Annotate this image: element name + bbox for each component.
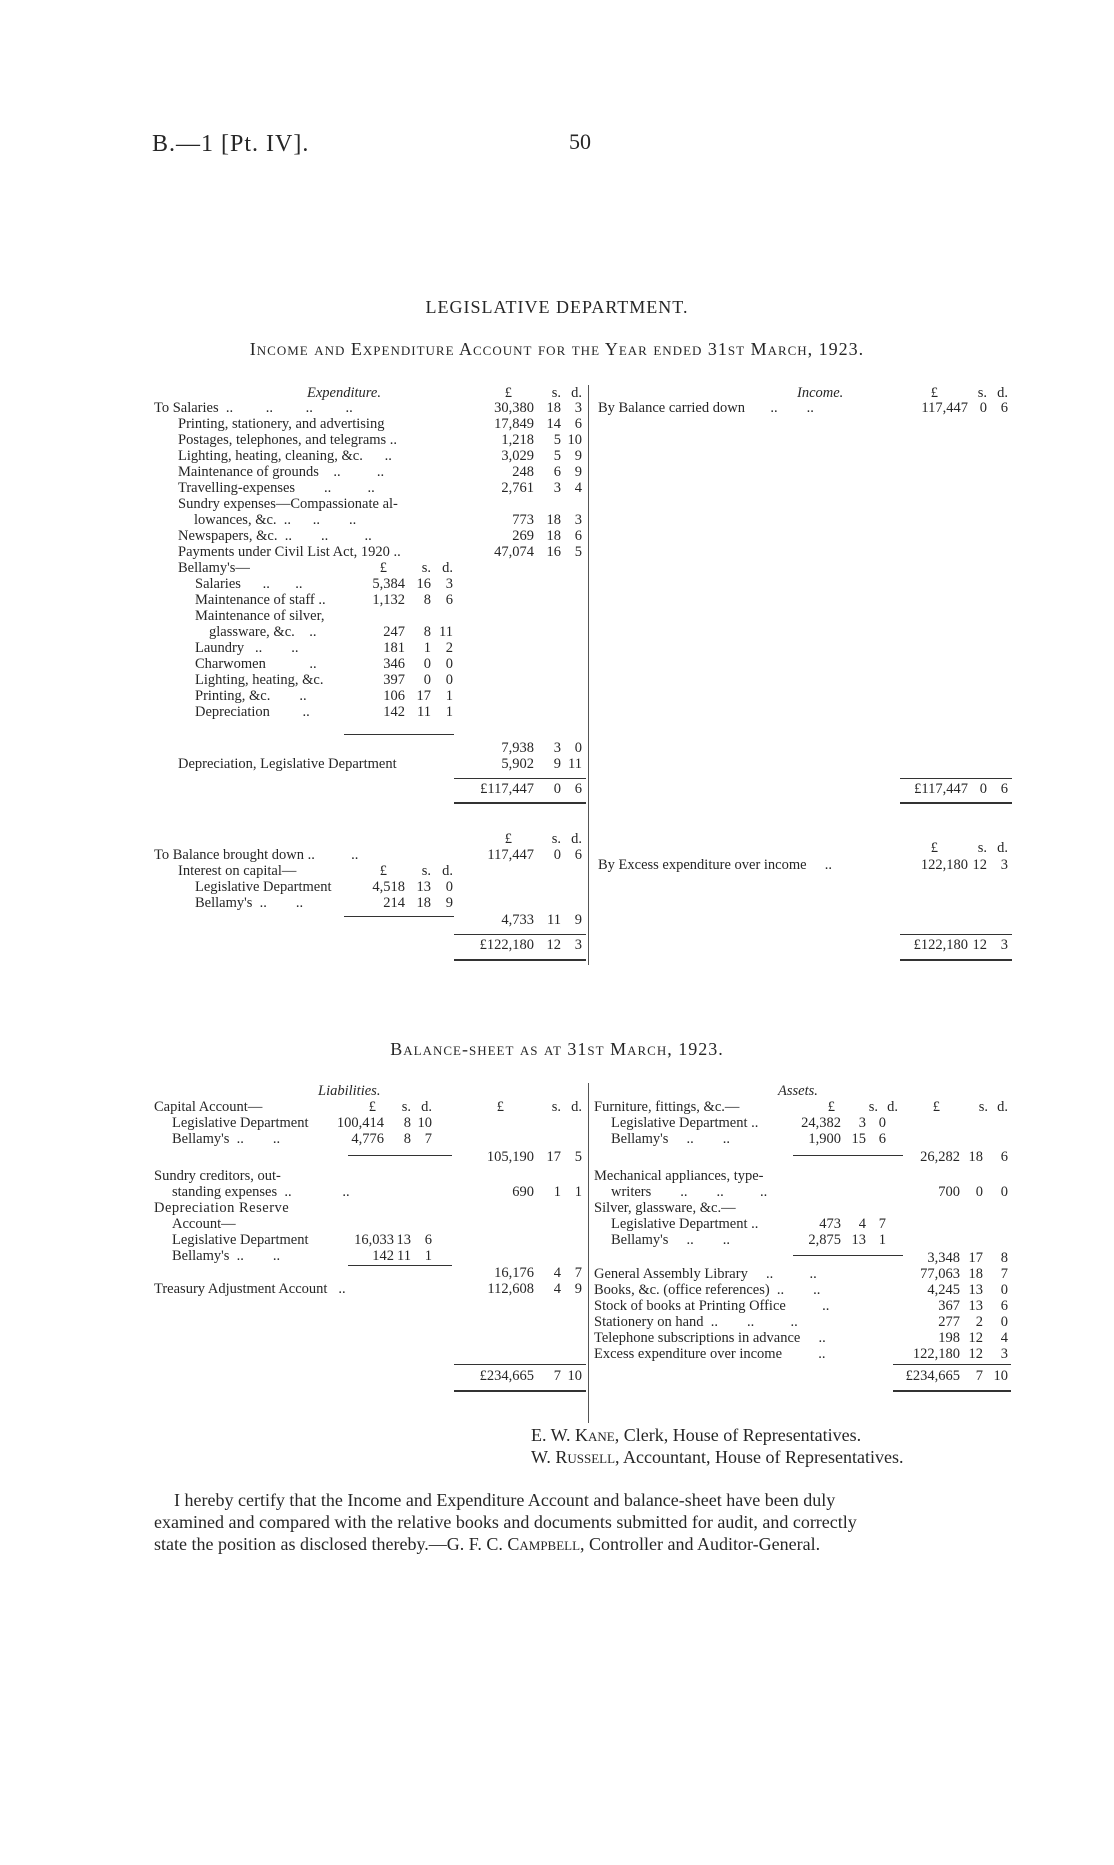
expenditure-item-label: Postages, telephones, and telegrams .. (178, 432, 398, 448)
excess-expenditure-label: By Excess expenditure over income .. (598, 857, 832, 873)
furniture-sub-d-head: d. (887, 1099, 898, 1115)
balance-brought-down-label: To Balance brought down .. .. (154, 847, 359, 863)
bellamy-item-pounds: 247 (383, 624, 405, 640)
capital-item-label: Legislative Department (172, 1115, 309, 1131)
mechanical-appliances-pounds: 700 (938, 1184, 960, 1200)
asset-item-pounds: 277 (938, 1314, 960, 1330)
bellamy-item-pounds: 346 (383, 656, 405, 672)
expenditure-item-pounds: 269 (512, 528, 534, 544)
furniture-total-pence: 6 (1000, 1149, 1008, 1165)
liabilities-total-shillings: 7 (553, 1368, 561, 1384)
depreciation-reserve-item-pounds: 142 (372, 1248, 394, 1264)
depreciation-pence: 11 (568, 756, 582, 772)
asset-item-pence: 0 (1000, 1282, 1008, 1298)
exp-pounds-head: £ (504, 385, 512, 401)
sec2-left-total-shillings: 12 (546, 937, 561, 953)
asset-total-bottom-rule (893, 1390, 1011, 1392)
bellamy-item-pence: 0 (445, 656, 453, 672)
expenditure-item-pounds: 2,761 (501, 480, 534, 496)
balance-brought-down-pounds: 117,447 (487, 847, 534, 863)
expenditure-item-pence: 3 (574, 400, 582, 416)
bellamy-item-shillings: 16 (416, 576, 431, 592)
bellamy-item-pence: 1 (445, 688, 453, 704)
interest-item-pounds: 4,518 (372, 879, 405, 895)
capital-item-pence: 7 (424, 1131, 432, 1147)
depreciation-reserve-item-label: Legislative Department (172, 1232, 309, 1248)
silver-item-pounds: 473 (819, 1216, 841, 1232)
bellamy-item-pence: 2 (445, 640, 453, 656)
asset-item-pence: 6 (1000, 1298, 1008, 1314)
furniture-sub-s-head: s. (868, 1099, 878, 1115)
capital-item-pounds: 4,776 (351, 1131, 384, 1147)
signature-clerk: E. W. Kane, Clerk, House of Representatives. (531, 1425, 862, 1445)
bellamy-total-pounds: 7,938 (501, 740, 534, 756)
liab-total-bottom-rule (454, 1390, 586, 1392)
balance-sheet-title: Balance-sheet as at 31st March, 1923. (390, 1039, 724, 1059)
asset-main-d-head: d. (997, 1099, 1008, 1115)
excess-expenditure-pounds: 122,180 (920, 857, 968, 873)
expenditure-item-label: To Salaries .. .. .. .. (154, 400, 353, 416)
bs-center-divider (588, 1083, 589, 1423)
interest-subtotal-rule (344, 916, 454, 917)
excess-expenditure-shillings: 12 (972, 857, 987, 873)
expenditure-item-pounds: 17,849 (494, 416, 534, 432)
asset-item-pounds: 122,180 (912, 1346, 960, 1362)
expenditure-item-pence: 9 (574, 464, 582, 480)
expenditure-item-pence: 9 (574, 448, 582, 464)
furniture-total-shillings: 18 (968, 1149, 983, 1165)
bellamy-item-pounds: 5,384 (372, 576, 405, 592)
ie-center-divider (588, 385, 589, 965)
expenditure-item-pounds: 248 (512, 464, 534, 480)
silver-total-pence: 8 (1000, 1250, 1008, 1266)
interest-item-shillings: 18 (416, 895, 431, 911)
inc-s-head: s. (977, 385, 987, 401)
income-item-pounds: 117,447 (921, 400, 968, 416)
expenditure-item-pence: 6 (574, 528, 582, 544)
depreciation-reserve-item-pence: 6 (424, 1232, 432, 1248)
asset-item-pounds: 198 (938, 1330, 960, 1346)
exp-d-head: d. (571, 385, 582, 401)
furniture-item-pounds: 1,900 (808, 1131, 841, 1147)
bellamy-item-label: Printing, &c. .. (195, 688, 307, 704)
interest-label: Interest on capital— (178, 863, 297, 879)
capital-item-label: Bellamy's .. .. (172, 1131, 281, 1147)
expenditure-item-shillings: 5 (553, 448, 561, 464)
interest-total-pence: 9 (574, 912, 582, 928)
silver-item-shillings: 4 (858, 1216, 866, 1232)
sundry-creditors-label-1: Sundry creditors, out- (154, 1168, 281, 1184)
capital-item-pence: 10 (417, 1115, 432, 1131)
bellamy-item-pounds: 397 (383, 672, 405, 688)
capital-item-pounds: 100,414 (336, 1115, 384, 1131)
sec2-right-total-pence: 3 (1000, 937, 1008, 953)
balance-brought-down-pence: 6 (574, 847, 582, 863)
capital-account-label: Capital Account— (154, 1099, 263, 1115)
expenditure-item-pence: 10 (567, 432, 582, 448)
asset-item-pence: 0 (1000, 1314, 1008, 1330)
asset-item-label: Telephone subscriptions in advance .. (594, 1330, 826, 1346)
expenditure-item-shillings: 6 (553, 464, 561, 480)
asset-item-pounds: 367 (938, 1298, 960, 1314)
liabilities-total-pence: 10 (567, 1368, 582, 1384)
expenditure-item-pence: 6 (574, 416, 582, 432)
expenditure-item-pounds: 30,380 (494, 400, 534, 416)
silver-item-pence: 1 (878, 1232, 886, 1248)
inc-pounds-head: £ (930, 385, 938, 401)
income-item-shillings: 0 (979, 400, 987, 416)
bellamy-item-shillings: 1 (423, 640, 431, 656)
depreciation-label: Depreciation, Legislative Department (178, 756, 397, 772)
depreciation-reserve-label-2: Account— (172, 1216, 236, 1232)
assets-total-shillings: 7 (975, 1368, 983, 1384)
treasury-adjustment-pounds: 112,608 (487, 1281, 534, 1297)
inc2-pounds-head: £ (930, 840, 938, 856)
mechanical-label-1: Mechanical appliances, type- (594, 1168, 764, 1184)
bellamy-item-label: Charwomen .. (195, 656, 317, 672)
expenditure-heading: Expenditure. (307, 385, 381, 401)
exp2-pounds-head: £ (504, 831, 512, 847)
sec2-left-total-bottom-rule (454, 959, 586, 961)
expenditure-item-label: Maintenance of grounds .. .. (178, 464, 385, 480)
expenditure-total-pence: 6 (574, 781, 582, 797)
sundry-creditors-label-2: standing expenses .. .. (172, 1184, 350, 1200)
exp2-d-head: d. (571, 831, 582, 847)
income-item-pence: 6 (1000, 400, 1008, 416)
page-number: 50 (569, 129, 591, 154)
interest-d-head: d. (442, 863, 453, 879)
bellamy-item-label: Maintenance of silver, (195, 608, 325, 624)
bellamy-d-head: d. (442, 560, 453, 576)
inc2-s-head: s. (977, 840, 987, 856)
bellamy-item-shillings: 0 (423, 656, 431, 672)
silver-total-pounds: 3,348 (927, 1250, 960, 1266)
silver-item-pounds: 2,875 (808, 1232, 841, 1248)
bellamy-item-shillings: 0 (423, 672, 431, 688)
bellamy-item-shillings: 8 (423, 592, 431, 608)
income-total-shillings: 0 (979, 781, 987, 797)
depreciation-reserve-item-shillings: 11 (397, 1248, 411, 1264)
inc-total-top-rule (900, 778, 1012, 779)
bellamy-total-shillings: 3 (553, 740, 561, 756)
asset-item-shillings: 13 (968, 1298, 983, 1314)
bellamy-item-label: Depreciation .. (195, 704, 310, 720)
depreciation-reserve-label-1: Depreciation Reserve (154, 1200, 290, 1216)
capital-sub-d-head: d. (421, 1099, 432, 1115)
expenditure-item-pence: 4 (574, 480, 582, 496)
bellamy-item-shillings: 11 (417, 704, 431, 720)
certificate-line-3: state the position as disclosed thereby.—G. F. C. Campbell, Controller and Auditor-General. (154, 1534, 821, 1554)
asset-item-label: General Assembly Library .. .. (594, 1266, 817, 1282)
interest-item-pence: 0 (445, 879, 453, 895)
asset-item-shillings: 18 (968, 1266, 983, 1282)
asset-item-pounds: 4,245 (927, 1282, 960, 1298)
asset-item-label: Stock of books at Printing Office .. (594, 1298, 830, 1314)
silver-item-shillings: 13 (851, 1232, 866, 1248)
expenditure-item-pounds: 1,218 (501, 432, 534, 448)
asset-item-label: Excess expenditure over income .. (594, 1346, 826, 1362)
bellamy-total-pence: 0 (574, 740, 582, 756)
bellamy-item-pence: 3 (445, 576, 453, 592)
sec2-left-total-pence: 3 (574, 937, 582, 953)
liab-main-pounds-head: £ (496, 1099, 504, 1115)
certificate-line-2: examined and compared with the relative books and documents submitted for audit, and correctly (154, 1512, 857, 1532)
exp-s-head: s. (551, 385, 561, 401)
excess-expenditure-pence: 3 (1000, 857, 1008, 873)
bellamy-subtotal-rule (344, 734, 454, 735)
expenditure-item-pounds: 773 (512, 512, 534, 528)
bellamy-item-pounds: 181 (383, 640, 405, 656)
bellamy-s-head: s. (421, 560, 431, 576)
bellamy-item-shillings: 8 (423, 624, 431, 640)
expenditure-item-pence: 5 (574, 544, 582, 560)
expenditure-item-pence: 3 (574, 512, 582, 528)
department-title: LEGISLATIVE DEPARTMENT. (425, 297, 689, 317)
expenditure-total-shillings: 0 (553, 781, 561, 797)
asset-item-pence: 7 (1000, 1266, 1008, 1282)
liab-main-s-head: s. (551, 1099, 561, 1115)
asset-item-shillings: 12 (968, 1330, 983, 1346)
bellamy-item-shillings: 17 (416, 688, 431, 704)
silver-item-pence: 7 (878, 1216, 886, 1232)
bellamy-item-pence: 11 (439, 624, 453, 640)
sundry-creditors-pounds: 690 (512, 1184, 534, 1200)
sundry-creditors-shillings: 1 (553, 1184, 561, 1200)
liabilities-total-pounds: £234,665 (479, 1368, 534, 1384)
expenditure-item-label: Newspapers, &c. .. .. .. (178, 528, 372, 544)
bellamy-item-pence: 6 (445, 592, 453, 608)
asset-item-shillings: 12 (968, 1346, 983, 1362)
income-item-label: By Balance carried down .. .. (598, 400, 814, 416)
expenditure-item-pounds: 47,074 (494, 544, 534, 560)
bellamy-item-pounds: 1,132 (372, 592, 405, 608)
capital-sub-s-head: s. (401, 1099, 411, 1115)
audit-certificate (154, 1489, 1014, 1555)
bellamy-item-label: glassware, &c. .. (209, 624, 317, 640)
asset-item-pence: 4 (1000, 1330, 1008, 1346)
sec2-right-total-bottom-rule (900, 959, 1012, 961)
furniture-label: Furniture, fittings, &c.— (594, 1099, 740, 1115)
expenditure-item-shillings: 18 (546, 512, 561, 528)
liabilities-heading: Liabilities. (318, 1083, 381, 1099)
expenditure-item-shillings: 3 (553, 480, 561, 496)
expenditure-item-label: Lighting, heating, cleaning, &c. .. (178, 448, 392, 464)
liab-main-d-head: d. (571, 1099, 582, 1115)
expenditure-item-label: Payments under Civil List Act, 1920 .. (178, 544, 401, 560)
asset-item-shillings: 13 (968, 1282, 983, 1298)
exp-total-bottom-rule (454, 802, 586, 804)
asset-main-s-head: s. (978, 1099, 988, 1115)
asset-item-label: Stationery on hand .. .. .. (594, 1314, 798, 1330)
asset-item-shillings: 2 (975, 1314, 983, 1330)
expenditure-item-label: Sundry expenses—Compassionate al- (178, 496, 398, 512)
furniture-sub-pounds-head: £ (827, 1099, 835, 1115)
bellamy-item-label: Salaries .. .. (195, 576, 303, 592)
silver-item-label: Legislative Department .. (611, 1216, 759, 1232)
silver-total-shillings: 17 (968, 1250, 983, 1266)
capital-item-shillings: 8 (403, 1115, 411, 1131)
capital-total-shillings: 17 (546, 1149, 561, 1165)
document-reference: B.—1 [Pt. IV]. (152, 131, 310, 157)
liab-total-top-rule (454, 1364, 586, 1365)
furniture-item-label: Bellamy's .. .. (611, 1131, 731, 1147)
sec2-left-total-pounds: £122,180 (479, 937, 534, 953)
asset-item-pounds: 77,063 (920, 1266, 960, 1282)
bellamy-item-pence: 1 (445, 704, 453, 720)
expenditure-item-shillings: 18 (546, 528, 561, 544)
expenditure-item-label: Travelling-expenses .. .. (178, 480, 375, 496)
interest-pounds-head: £ (379, 863, 387, 879)
depreciation-reserve-item-label: Bellamy's .. .. (172, 1248, 281, 1264)
treasury-adjustment-label: Treasury Adjustment Account .. (154, 1281, 346, 1297)
expenditure-item-shillings: 18 (546, 400, 561, 416)
sec2-right-total-pounds: £122,180 (913, 937, 968, 953)
interest-item-label: Bellamy's .. .. (195, 895, 304, 911)
bellamy-item-label: Laundry .. .. (195, 640, 299, 656)
furniture-item-pence: 0 (878, 1115, 886, 1131)
bellamy-item-label: Maintenance of staff .. (195, 592, 326, 608)
depreciation-reserve-item-pence: 1 (424, 1248, 432, 1264)
asset-item-label: Books, &c. (office references) .. .. (594, 1282, 821, 1298)
depreciation-reserve-total-pence: 7 (574, 1265, 582, 1281)
mechanical-appliances-pence: 0 (1000, 1184, 1008, 1200)
expenditure-item-shillings: 16 (546, 544, 561, 560)
capital-subtotal-rule (348, 1155, 452, 1156)
expenditure-item-label: lowances, &c. .. .. .. (194, 512, 357, 528)
bellamy-item-label: Lighting, heating, &c. (195, 672, 324, 688)
interest-item-label: Legislative Department (195, 879, 332, 895)
income-total-pence: 6 (1000, 781, 1008, 797)
exp-total-top-rule (454, 778, 586, 779)
assets-total-pence: 10 (993, 1368, 1008, 1384)
silver-item-label: Bellamy's .. .. (611, 1232, 731, 1248)
depreciation-reserve-item-pounds: 16,033 (354, 1232, 394, 1248)
interest-total-shillings: 11 (547, 912, 561, 928)
inc-total-bottom-rule (900, 802, 1012, 804)
mechanical-label-2: writers .. .. .. (611, 1184, 768, 1200)
depreciation-pounds: 5,902 (501, 756, 534, 772)
sundry-creditors-pence: 1 (574, 1184, 582, 1200)
income-total-pounds: £117,447 (914, 781, 968, 797)
inc-d-head: d. (997, 385, 1008, 401)
assets-heading: Assets. (778, 1083, 818, 1099)
depreciation-shillings: 9 (553, 756, 561, 772)
depres-subtotal-rule (348, 1265, 452, 1266)
capital-sub-pounds-head: £ (368, 1099, 376, 1115)
interest-item-shillings: 13 (416, 879, 431, 895)
interest-item-pounds: 214 (383, 895, 405, 911)
treasury-adjustment-shillings: 4 (553, 1281, 561, 1297)
bellamy-item-pence: 0 (445, 672, 453, 688)
income-heading: Income. (797, 385, 844, 401)
furniture-item-pounds: 24,382 (801, 1115, 841, 1131)
mechanical-appliances-shillings: 0 (975, 1184, 983, 1200)
depreciation-reserve-total-shillings: 4 (553, 1265, 561, 1281)
asset-main-pounds-head: £ (932, 1099, 940, 1115)
bellamy-item-pounds: 142 (383, 704, 405, 720)
capital-total-pounds: 105,190 (486, 1149, 534, 1165)
furniture-total-pounds: 26,282 (920, 1149, 960, 1165)
treasury-adjustment-pence: 9 (574, 1281, 582, 1297)
certificate-line-1: I hereby certify that the Income and Expenditure Account and balance-sheet have been duly (174, 1490, 836, 1510)
furniture-item-label: Legislative Department .. (611, 1115, 759, 1131)
silver-label: Silver, glassware, &c.— (594, 1200, 736, 1216)
sec2-right-total-shillings: 12 (972, 937, 987, 953)
interest-total-pounds: 4,733 (501, 912, 534, 928)
depreciation-reserve-total-pounds: 16,176 (494, 1265, 534, 1281)
asset-item-pence: 3 (1000, 1346, 1008, 1362)
depreciation-reserve-item-shillings: 13 (396, 1232, 411, 1248)
interest-item-pence: 9 (445, 895, 453, 911)
inc2-d-head: d. (997, 840, 1008, 856)
exp2-s-head: s. (551, 831, 561, 847)
bellamy-pounds-head: £ (379, 560, 387, 576)
furniture-item-shillings: 3 (858, 1115, 866, 1131)
bellamy-item-pounds: 106 (383, 688, 405, 704)
furniture-item-shillings: 15 (851, 1131, 866, 1147)
expenditure-item-shillings: 14 (546, 416, 561, 432)
assets-total-pounds: £234,665 (905, 1368, 960, 1384)
expenditure-total-pounds: £117,447 (480, 781, 534, 797)
balance-brought-down-shillings: 0 (553, 847, 561, 863)
asset-total-top-rule (893, 1364, 1011, 1365)
sec2-left-total-top-rule (454, 934, 586, 935)
capital-total-pence: 5 (574, 1149, 582, 1165)
furniture-item-pence: 6 (878, 1131, 886, 1147)
signature-accountant: W. Russell, Accountant, House of Representatives. (531, 1447, 904, 1467)
expenditure-item-pounds: 3,029 (501, 448, 534, 464)
sec2-right-total-top-rule (900, 934, 1012, 935)
capital-item-shillings: 8 (403, 1131, 411, 1147)
income-expenditure-title: Income and Expenditure Account for the Year ended 31st March, 1923. (249, 339, 865, 359)
interest-s-head: s. (421, 863, 431, 879)
expenditure-item-shillings: 5 (553, 432, 561, 448)
expenditure-item-label: Bellamy's— (178, 560, 250, 576)
expenditure-item-label: Printing, stationery, and advertising (178, 416, 385, 432)
